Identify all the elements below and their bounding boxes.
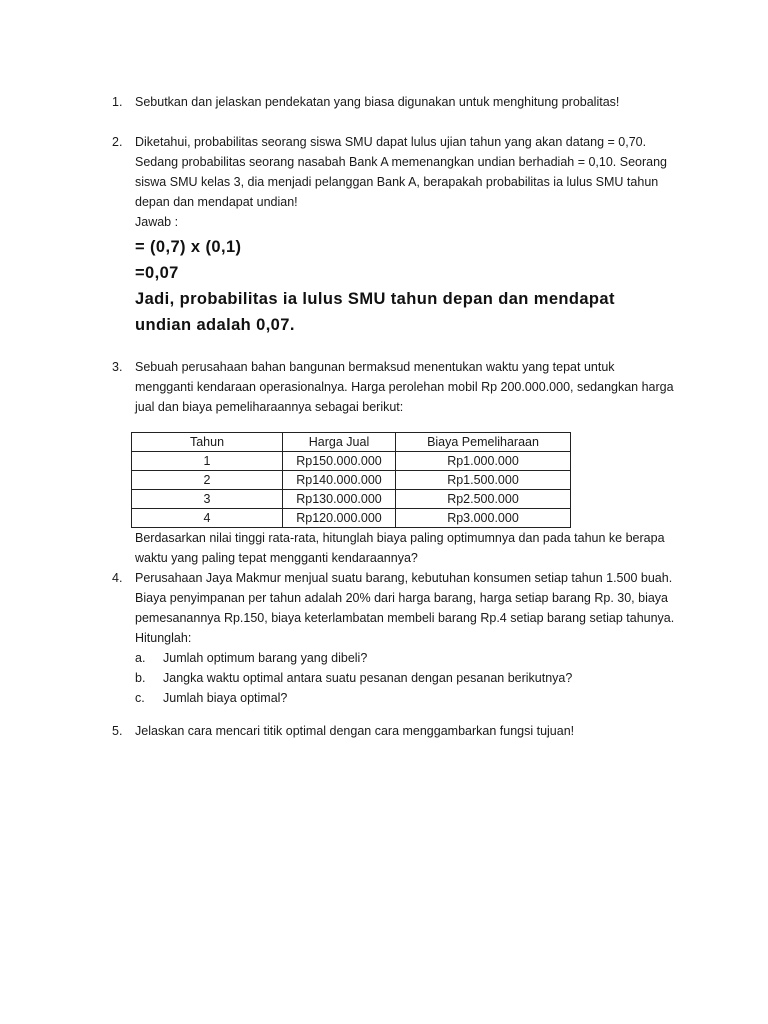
sub-text: Jangka waktu optimal antara suatu pesanan dengan pesanan berikutnya? (163, 671, 573, 685)
question-text (135, 357, 695, 417)
sub-text: Jumlah optimum barang yang dibeli? (163, 651, 368, 665)
answer-block (135, 234, 695, 338)
text-line: siswa SMU kelas 3, dia menjadi pelanggan Bank A, berapakah probabilitas ia lulus SMU tahun (135, 175, 659, 189)
sub-label: b. (135, 671, 146, 685)
text-line: Sedang probabilitas seorang nasabah Bank A memenangkan undian berhadiah = 0,10. Seorang (135, 155, 668, 169)
text-line: Diketahui, probabilitas seorang siswa SMU dapat lulus ujian tahun yang akan datang = 0,70. (135, 135, 647, 149)
text-line: Biaya penyimpanan per tahun adalah 20% dari harga barang, harga setiap barang Rp. 30, biaya (135, 591, 669, 605)
text-line: Perusahaan Jaya Makmur menjual suatu barang, kebutuhan konsumen setiap tahun 1.500 buah. (135, 571, 673, 585)
answer-line: Jadi, probabilitas ia lulus SMU tahun depan dan mendapat (135, 290, 615, 308)
question-number: 4. (112, 571, 123, 585)
column-header: Harga Jual (283, 433, 396, 452)
answer-line: = (0,7) x (0,1) (135, 238, 242, 256)
text-line: depan dan mendapat undian! (135, 195, 298, 209)
table-cell: Rp140.000.000 (283, 471, 396, 490)
sub-label: c. (135, 691, 145, 705)
text-line: waktu yang paling tepat mengganti kendaraannya? (135, 551, 418, 565)
text-line: Hitunglah: (135, 631, 192, 645)
question-number: 2. (112, 135, 123, 149)
table-row (132, 452, 571, 471)
table-cell: 3 (132, 490, 283, 509)
table-header-row (132, 433, 571, 452)
table-cell: Rp3.000.000 (396, 509, 571, 528)
answer-line: =0,07 (135, 264, 179, 282)
text-line: pemesanannya Rp.150, biaya keterlambatan membeli barang Rp.4 setiap barang setiap tahunya. (135, 611, 675, 625)
sub-text: Jumlah biaya optimal? (163, 691, 288, 705)
table-cell: 1 (132, 452, 283, 471)
table-row (132, 509, 571, 528)
table-cell: Rp1.000.000 (396, 452, 571, 471)
table-cell: Rp2.500.000 (396, 490, 571, 509)
answer-line: undian adalah 0,07. (135, 316, 295, 334)
text-line: Berdasarkan nilai tinggi rata-rata, hitunglah biaya paling optimumnya dan pada tahun ke berapa (135, 531, 665, 545)
table-cell: 2 (132, 471, 283, 490)
question-text: Jelaskan cara mencari titik optimal dengan cara menggambarkan fungsi tujuan! (135, 724, 575, 738)
table-row (132, 471, 571, 490)
sub-label: a. (135, 651, 146, 665)
text-line: jual dan biaya pemeliharaannya sebagai berikut: (135, 400, 404, 414)
question-text (135, 528, 695, 568)
column-header: Tahun (132, 433, 283, 452)
text-line: Sebuah perusahaan bahan bangunan bermaksud menentukan waktu yang tepat untuk (135, 360, 615, 374)
text-line: mengganti kendaraan operasionalnya. Harga perolehan mobil Rp 200.000.000, sedangkan harga (135, 380, 674, 394)
question-text: Sebutkan dan jelaskan pendekatan yang biasa digunakan untuk menghitung probalitas! (135, 95, 620, 109)
table-cell: 4 (132, 509, 283, 528)
question-number: 1. (112, 95, 123, 109)
answer-label: Jawab : (135, 215, 179, 229)
table-cell: Rp120.000.000 (283, 509, 396, 528)
question-number: 5. (112, 724, 123, 738)
table-cell: Rp150.000.000 (283, 452, 396, 471)
question-number: 3. (112, 360, 123, 374)
table-cell: Rp130.000.000 (283, 490, 396, 509)
question-text (135, 132, 695, 338)
data-table (131, 432, 571, 528)
table-row (132, 490, 571, 509)
question-text (135, 568, 695, 648)
column-header: Biaya Pemeliharaan (396, 433, 571, 452)
table-cell: Rp1.500.000 (396, 471, 571, 490)
